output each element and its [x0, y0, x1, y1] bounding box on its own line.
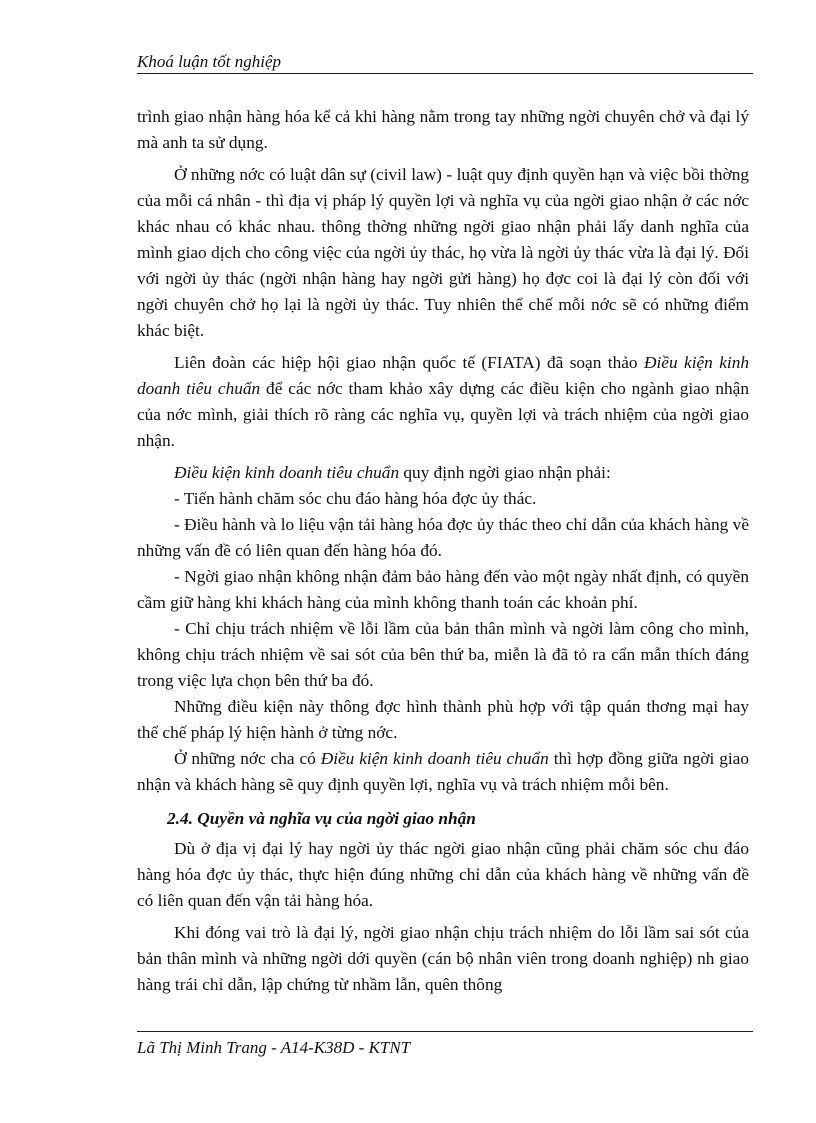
paragraph-8: Khi đóng vai trò là đại lý, ngời giao nhận chịu trách nhiệm do lỗi lầm sai sót của bản thân mình và những ngời dới quyền (cán bộ nhân viên trong doanh nghiệp) nh giao hàng trái chỉ dẫn, lập chứng từ nhầm lẫn, quên thông	[137, 923, 749, 994]
bullet-3: - Ngời giao nhận không nhận đảm bảo hàng đến vào một ngày nhất định, có quyền cầm giữ hàng khi khách hàng của mình không thanh toán các khoản phí.	[137, 567, 749, 612]
page-header	[137, 52, 753, 74]
paragraph-2: Ở những nớc có luật dân sự (civil law) - luật quy định quyền hạn và việc bồi thờng của mỗi cá nhân - thì địa vị pháp lý quyền lợi và nghĩa vụ của ngời giao nhận ở các nớc khác nhau có khác nhau. thông thờng những ngời giao nhận phải lấy danh nghĩa của mình giao dịch cho công việc của ngời ủy thác, họ vừa là ngời ủy thác vừa là đại lý. Đối với ngời ủy thác (ngời nhận hàng hay ngời gửi hàng) họ đợc coi là đại lý còn đối với ngời chuyên chở họ lại là ngời ủy thác. Tuy nhiên thể chế mỗi nớc sẽ có những điểm khác biệt.	[137, 165, 749, 340]
paragraph-6-emphasis: Điều kiện kinh doanh tiêu chuẩn	[320, 749, 549, 768]
paragraph-4-text: quy định ngời giao nhận phải:	[399, 463, 611, 482]
paragraph-4-emphasis: Điều kiện kinh doanh tiêu chuẩn	[174, 463, 400, 482]
paragraph-3	[137, 350, 749, 454]
paragraph-5: Những điều kiện này thông đợc hình thành phù hợp với tập quán thơng mại hay thể chế pháp lý hiện hành ở từng nớc.	[137, 697, 749, 742]
header-title: Khoá luận tốt nghiệp	[137, 52, 282, 71]
paragraph-4	[137, 460, 749, 486]
paragraph-3-text-a: Liên đoàn các hiệp hội giao nhận quốc tế (FIATA) đã soạn thảo	[174, 353, 644, 372]
paragraph-6-text-a: Ở những nớc cha có	[174, 749, 321, 768]
paragraph-3-emphasis: Điều kiện kinh doanh tiêu chuẩn	[137, 353, 749, 398]
paragraph-1: trình giao nhận hàng hóa kể cả khi hàng nằm trong tay những ngời chuyên chở và đại lý mà anh ta sử dụng.	[137, 107, 749, 152]
bullet-4: - Chỉ chịu trách nhiệm về lỗi lầm của bản thân mình và ngời làm công cho mình, không chịu trách nhiệm về sai sót của bên thứ ba, miễn là đã tỏ ra cẩn mẫn thích đáng trong việc lựa chọn bên thứ ba đó.	[137, 619, 749, 690]
page-body	[137, 104, 749, 998]
bullet-1: - Tiến hành chăm sóc chu đáo hàng hóa đợc ủy thác.	[174, 489, 537, 508]
paragraph-3-text-b: để các nớc tham khảo xây dựng các điều kiện cho ngành giao nhận của nớc mình, giải thích rõ ràng các nghĩa vụ, quyền lợi và trách nhiệm của ngời giao nhận.	[137, 379, 749, 450]
paragraph-7: Dù ở địa vị đại lý hay ngời ủy thác ngời giao nhận cũng phải chăm sóc chu đáo hàng hóa đợc ủy thác, thực hiện đúng những chỉ dẫn của khách hàng về những vấn đề có liên quan đến vận tải hàng hóa.	[137, 839, 749, 910]
section-heading: 2.4. Quyền và nghĩa vụ của ngời giao nhận	[167, 809, 476, 828]
paragraph-6	[137, 746, 749, 798]
page-footer	[137, 1031, 753, 1058]
footer-author: Lã Thị Minh Trang - A14-K38D - KTNT	[137, 1038, 411, 1057]
bullet-2: - Điều hành và lo liệu vận tải hàng hóa đợc ủy thác theo chỉ dẫn của khách hàng về những vấn đề có liên quan đến hàng hóa đó.	[137, 515, 749, 560]
paragraph-6-text-b: thì hợp đồng giữa ngời giao nhận và khách hàng sẽ quy định quyền lợi, nghĩa vụ và trách nhiệm mỗi bên.	[137, 749, 749, 794]
